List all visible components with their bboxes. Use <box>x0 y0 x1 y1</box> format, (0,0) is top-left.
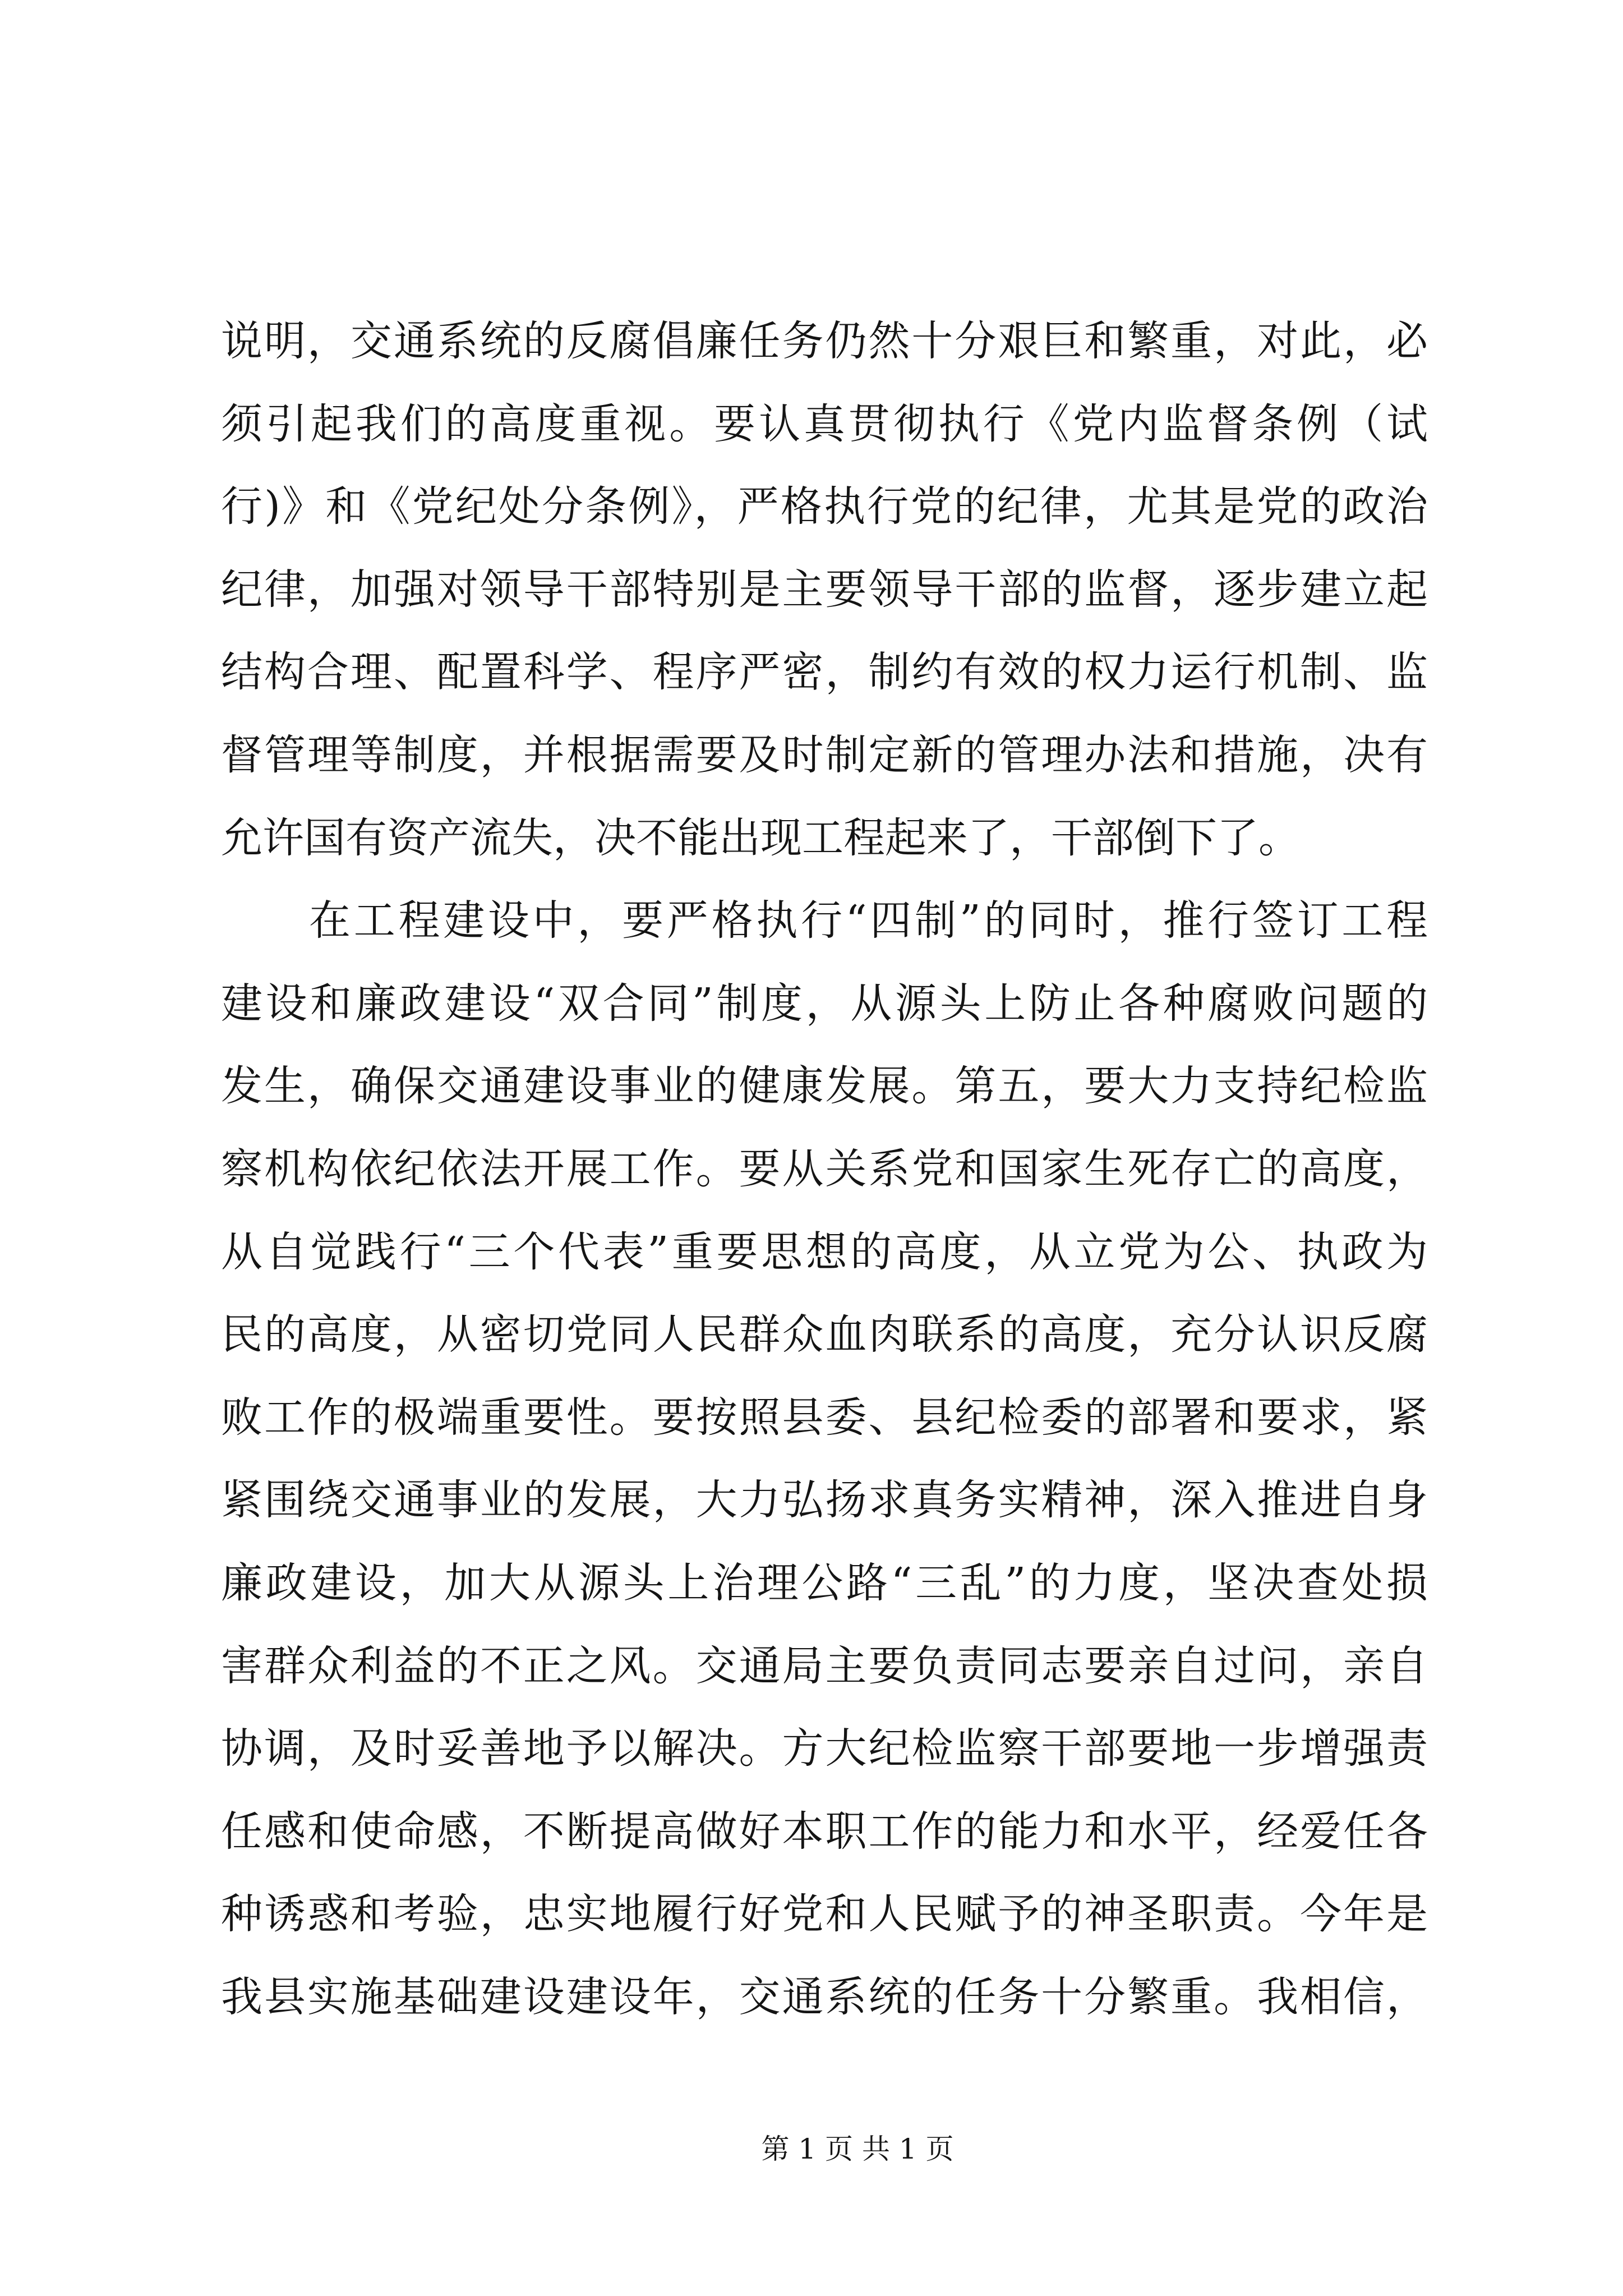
text-line: 民的高度，从密切党同人民群众血肉联系的高度，充分认识反腐 <box>221 1310 1428 1359</box>
text-line: 害群众利益的不正之风。交通局主要负责同志要亲自过问，亲自 <box>221 1641 1428 1690</box>
document-body <box>221 300 1428 2039</box>
text-line: 发生，确保交通建设事业的健康发展。第五，要大力支持纪检监 <box>221 1062 1428 1111</box>
page-number-footer: 第 1 页 共 1 页 <box>761 2133 954 2165</box>
text-line: 纪律，加强对领导干部特别是主要领导干部的监督，逐步建立起 <box>221 565 1428 614</box>
text-line: 从自觉践行“三个代表”重要思想的高度，从立党为公、执政为 <box>221 1227 1428 1276</box>
text-line: 建设和廉政建设“双合同”制度，从源头上防止各种腐败问题的 <box>221 979 1428 1028</box>
text-line: 察机构依纪依法开展工作。要从关系党和国家生死存亡的高度， <box>221 1144 1428 1193</box>
text-line: 败工作的极端重要性。要按照县委、县纪检委的部署和要求，紧 <box>221 1393 1428 1442</box>
paragraph-2 <box>221 880 1428 2039</box>
text-line: 种诱惑和考验，忠实地履行好党和人民赋予的神圣职责。今年是 <box>221 1890 1428 1939</box>
text-line: 须引起我们的高度重视。要认真贯彻执行《党内监督条例（试 <box>221 399 1428 448</box>
text-line: 结构合理、配置科学、程序严密，制约有效的权力运行机制、监 <box>221 648 1428 697</box>
paragraph-1 <box>221 300 1428 880</box>
text-line: 我县实施基础建设建设年，交通系统的任务十分繁重。我相信， <box>221 1972 1428 2021</box>
text-line: 督管理等制度，并根据需要及时制定新的管理办法和措施，决有 <box>221 730 1428 779</box>
text-line: 任感和使命感，不断提高做好本职工作的能力和水平，经爱任各 <box>221 1807 1428 1856</box>
text-line: 允许国有资产流失，决不能出现工程起来了，干部倒下了。 <box>221 813 1300 862</box>
text-line: 协调，及时妥善地予以解决。方大纪检监察干部要地一步增强责 <box>221 1724 1428 1773</box>
text-line: 行)》和《党纪处分条例》，严格执行党的纪律，尤其是党的政治 <box>221 482 1428 531</box>
text-line: 在工程建设中，要严格执行“四制”的同时，推行签订工程 <box>309 896 1428 945</box>
text-line: 廉政建设，加大从源头上治理公路“三乱”的力度，坚决查处损 <box>221 1558 1428 1607</box>
text-line: 紧围绕交通事业的发展，大力弘扬求真务实精神，深入推进自身 <box>221 1476 1428 1525</box>
text-line: 说明，交通系统的反腐倡廉任务仍然十分艰巨和繁重，对此，必 <box>221 317 1428 365</box>
